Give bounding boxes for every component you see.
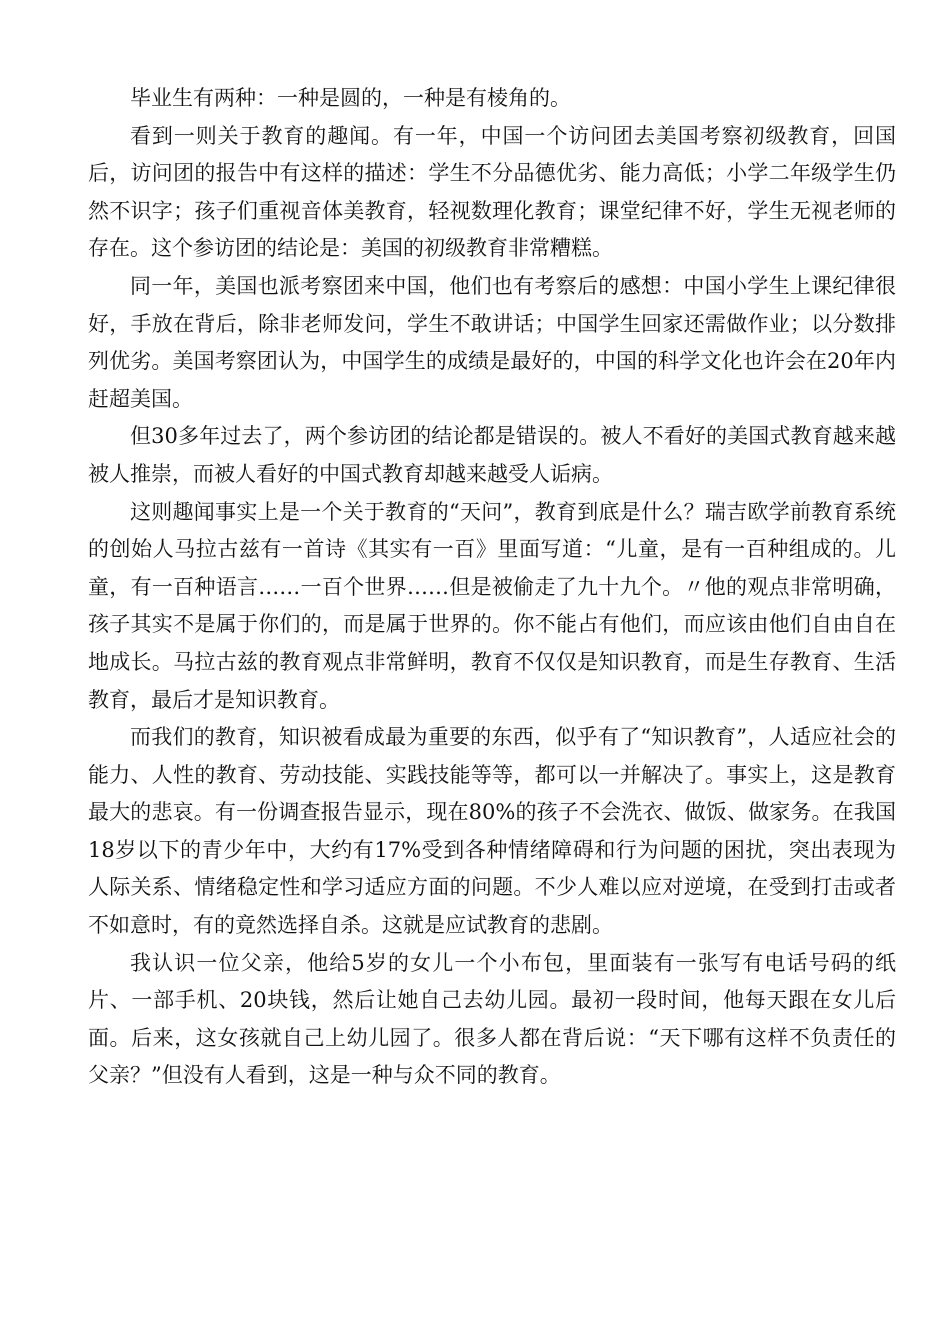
paragraph-our-education: 而我们的教育，知识被看成最为重要的东西，似乎有了“知识教育”，人适应社会的能力、人性的教育、劳动技能、实践技能等等，都可以一并解决了。事实上，这是教育最大的悲哀。有一份调查报告显示，现在80%的孩子不会洗衣、做饭、做家务。在我国18岁以下的青少年中，大约有17%受到各种情绪障碍和行为问题的困扰，突出表现为人际关系、情绪稳定性和学习适应方面的问题。不少人难以应对逆境，在受到打击或者不如意时，有的竟然选择自杀。这就是应试教育的悲剧。: [88, 725, 896, 938]
paragraph-malaguzzi: 这则趣闻事实上是一个关于教育的“天问”，教育到底是什么？瑞吉欧学前教育系统的创始人马拉古兹有一首诗《其实有一百》里面写道：“儿童，是有一百种组成的。儿童，有一百种语言……一百个世界……但是被偷走了九十九个。〃他的观点非常明确，孩子其实不是属于你们的，而是属于世界的。你不能占有他们，而应该由他们自由自在地成长。马拉古兹的教育观点非常鲜明，教育不仅仅是知识教育，而是生存教育、生活教育，最后才是知识教育。: [88, 499, 896, 712]
paragraph-anecdote-us-visit: 同一年，美国也派考察团来中国，他们也有考察后的感想：中国小学生上课纪律很好，手放在背后，除非老师发问，学生不敢讲话；中国学生回家还需做作业；以分数排列优劣。美国考察团认为，中国学生的成绩是最好的，中国的科学文化也许会在20年内赶超美国。: [88, 273, 896, 411]
paragraph-father-story: 我认识一位父亲，他给5岁的女儿一个小布包，里面装有一张写有电话号码的纸片、一部手机、20块钱，然后让她自己去幼儿园。最初一段时间，他每天跟在女儿后面。后来，这女孩就自己上幼儿园了。很多人都在背后说：“天下哪有这样不负责任的父亲？”但没有人看到，这是一种与众不同的教育。: [88, 950, 896, 1088]
document-page: [88, 80, 896, 1095]
paragraph-anecdote-china-visit: 看到一则关于教育的趣闻。有一年，中国一个访问团去美国考察初级教育，回国后，访问团的报告中有这样的描述：学生不分品德优劣、能力高低；小学二年级学生仍然不识字；孩子们重视音体美教育，轻视数理化教育；课堂纪律不好，学生无视老师的存在。这个参访团的结论是：美国的初级教育非常糟糕。: [88, 123, 896, 261]
paragraph-thirty-years-later: 但30多年过去了，两个参访团的结论都是错误的。被人不看好的美国式教育越来越被人推崇，而被人看好的中国式教育却越来越受人诟病。: [88, 424, 896, 486]
paragraph-intro: 毕业生有两种：一种是圆的，一种是有棱角的。: [130, 86, 571, 110]
